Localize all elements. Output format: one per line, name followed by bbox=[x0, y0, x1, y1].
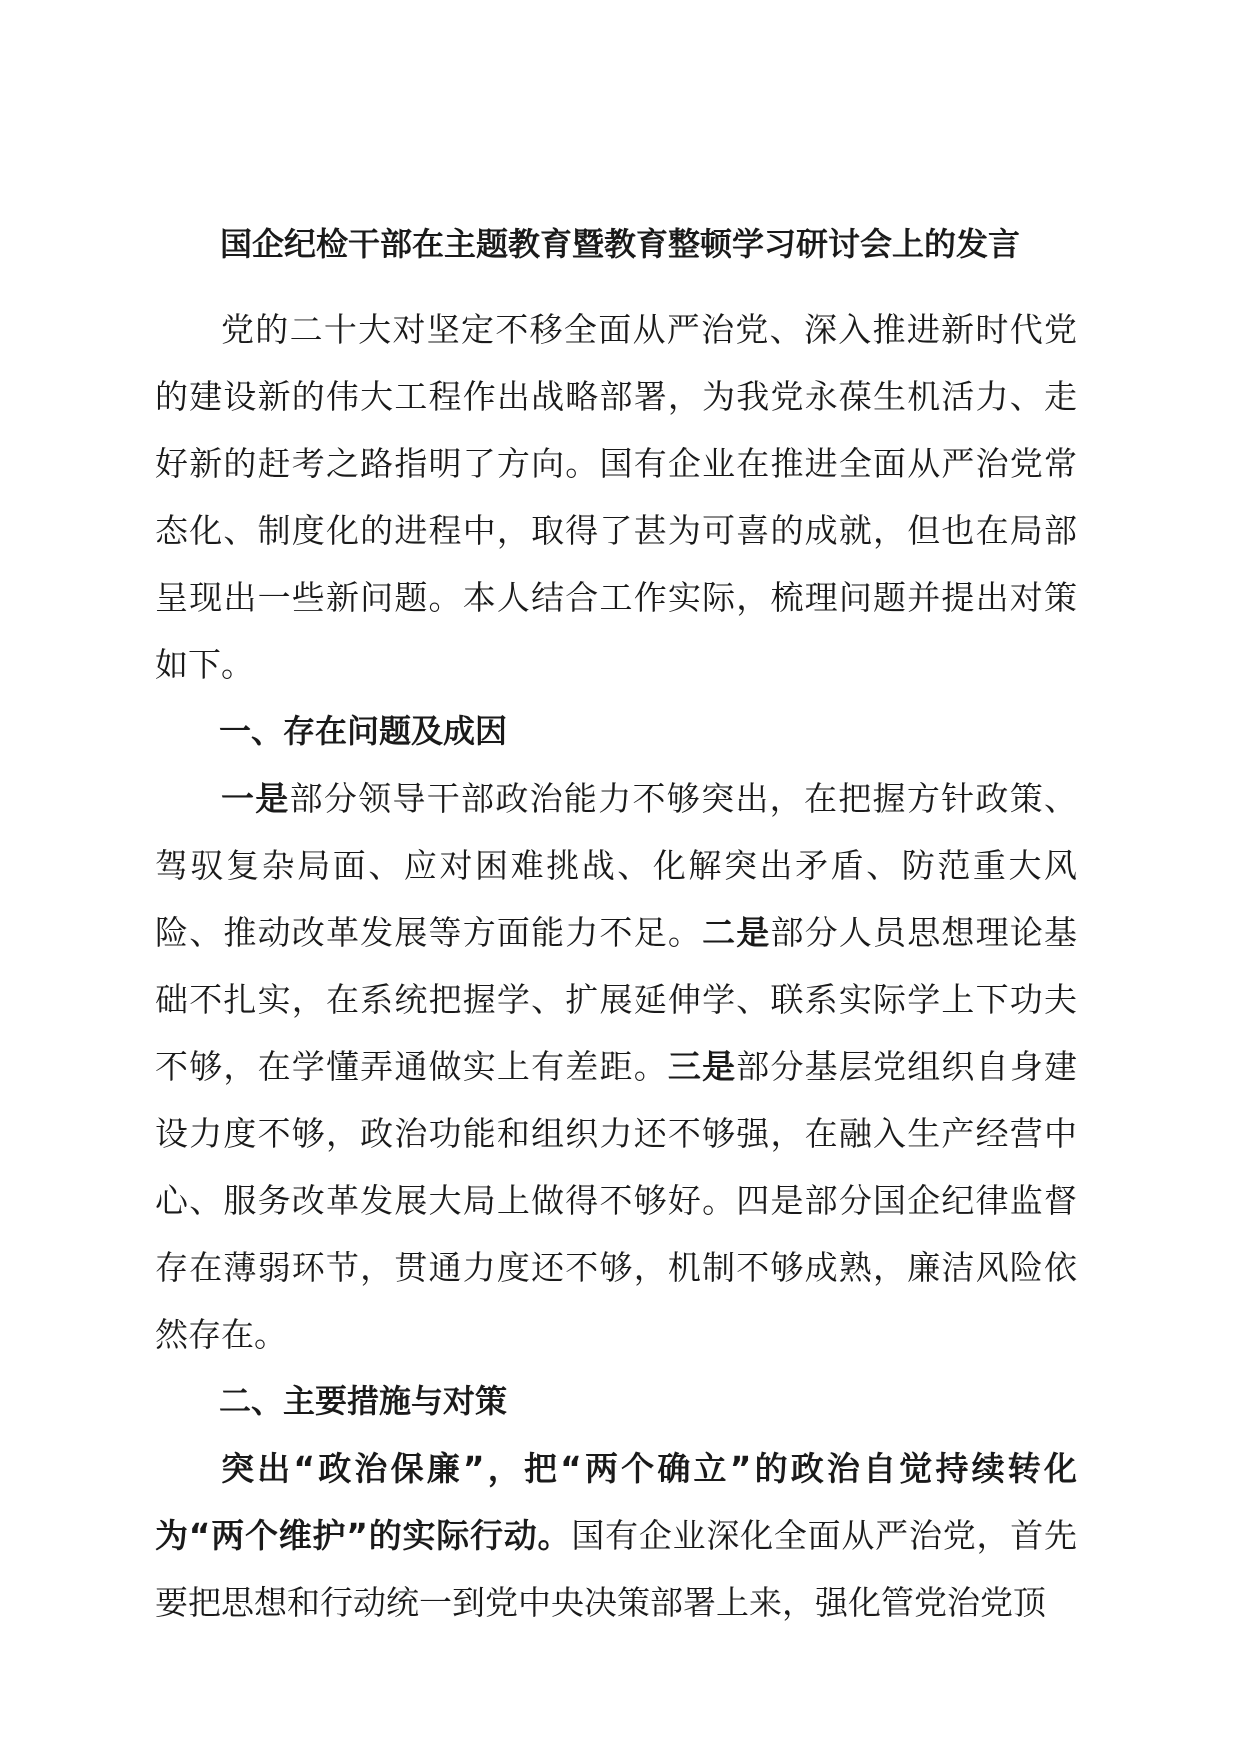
point-three-text: 部分基层党组织自身建设力度不够，政治功能和组织力还不够强，在融入生产经营中心、服务改革发展大局上做得不够好。四是部分国企纪律监督存在薄弱环节，贯通力度还不够，机制不够成熟，廉洁风险依然存在。 bbox=[155, 1047, 1078, 1354]
point-two-lead: 二是 bbox=[702, 913, 771, 952]
intro-paragraph: 党的二十大对坚定不移全面从严治党、深入推进新时代党的建设新的伟大工程作出战略部署，为我党永葆生机活力、走好新的赶考之路指明了方向。国有企业在推进全面从严治党常态化、制度化的进程中，取得了甚为可喜的成就，但也在局部呈现出一些新问题。本人结合工作实际，梳理问题并提出对策如下。 bbox=[155, 310, 1077, 684]
measures-paragraph bbox=[155, 1435, 1077, 1636]
document-title: 国企纪检干部在主题教育暨教育整顿学习研讨会上的发言 bbox=[219, 225, 1020, 263]
section-heading-problems: 一、存在问题及成因 bbox=[219, 712, 508, 750]
measure-one-text: 国有企业深化全面从严治党，首先要把思想和行动统一到党中央决策部署上来，强化管党治党顶 bbox=[155, 1516, 1077, 1622]
point-one-lead: 一是 bbox=[221, 779, 290, 818]
section-heading-measures: 二、主要措施与对策 bbox=[219, 1382, 508, 1420]
document-body bbox=[155, 296, 1077, 1636]
point-one-text: 部分领导干部政治能力不够突出，在把握方针政策、驾驭复杂局面、应对困难挑战、化解突出矛盾、防范重大风险、推动改革发展等方面能力不足。 bbox=[155, 779, 1078, 952]
point-two-text: 部分人员思想理论基础不扎实，在系统把握学、扩展延伸学、联系实际学上下功夫不够，在学懂弄通做实上有差距。 bbox=[155, 913, 1078, 1086]
point-three-lead: 三是 bbox=[667, 1047, 737, 1086]
problems-paragraph bbox=[155, 765, 1077, 1368]
measure-one-lead: 突出“政治保廉”，把“两个确立”的政治自觉持续转化为“两个维护”的实际行动。 bbox=[155, 1449, 1077, 1555]
